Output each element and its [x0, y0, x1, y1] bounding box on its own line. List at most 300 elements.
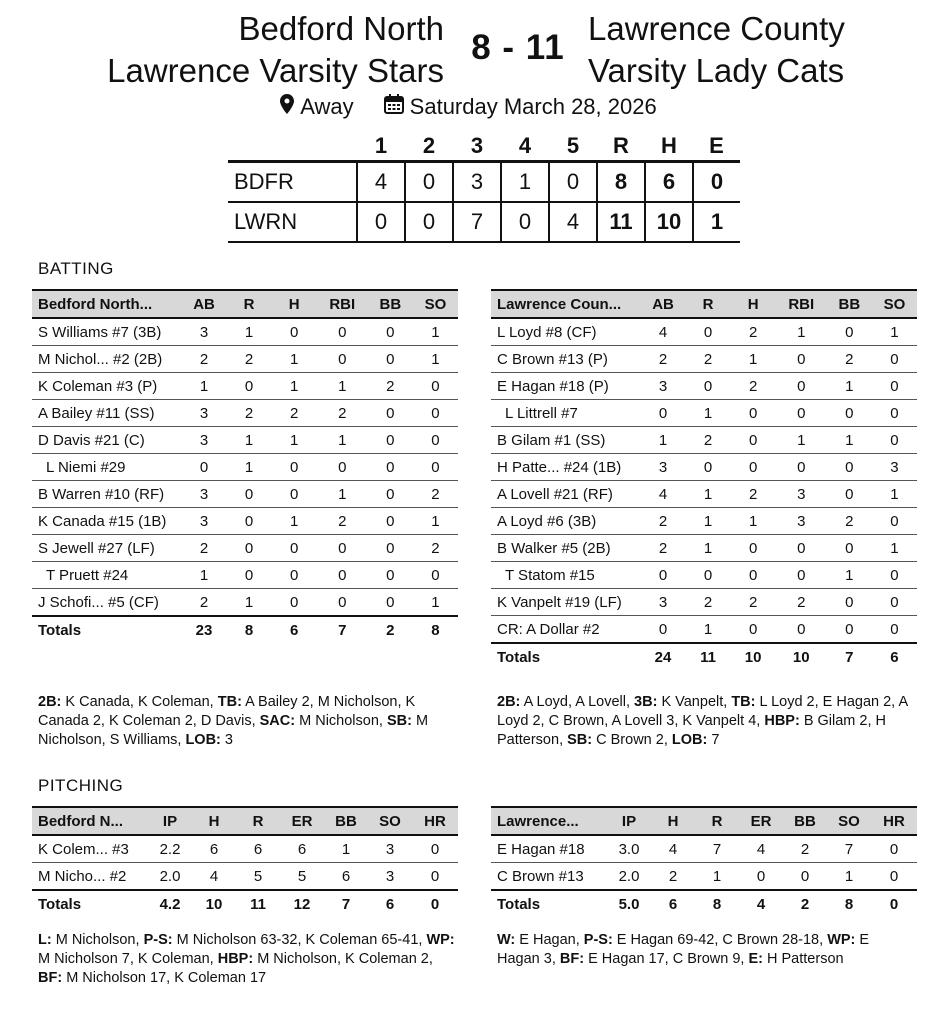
pitching-notes-home	[38, 931, 458, 988]
stat-cell: 6	[324, 863, 368, 891]
stat-cell: 0	[827, 400, 872, 427]
pitching-table-home	[32, 806, 458, 917]
batting-notes-home	[38, 693, 463, 750]
note-text: M Nicholson 17, K Coleman 17	[62, 970, 267, 986]
game-location: Away	[300, 94, 354, 119]
stat-cell: 2.2	[148, 835, 192, 863]
inning-score: 0	[357, 202, 405, 242]
team-column-header: Bedford North...	[32, 290, 182, 318]
stat-cell: 0	[872, 589, 917, 616]
stat-cell: 1	[227, 318, 272, 346]
stat-cell: 0	[731, 427, 776, 454]
stat-column-header: R	[236, 807, 280, 835]
stat-cell: 0	[317, 346, 368, 373]
stat-cell: 0	[272, 454, 317, 481]
player-row	[491, 616, 917, 644]
stat-cell: 1	[686, 535, 731, 562]
stat-cell: 4	[641, 481, 686, 508]
stat-cell: 1	[686, 400, 731, 427]
note-text: E Hagan 17, C Brown 9,	[584, 951, 749, 967]
total-runs: 11	[597, 202, 645, 242]
game-date: Saturday March 28, 2026	[409, 94, 657, 119]
note-text: H Patterson	[762, 951, 844, 967]
player-name: S Williams #7 (3B)	[32, 318, 182, 346]
stat-cell: 0	[272, 589, 317, 617]
stat-cell: 0	[368, 589, 413, 617]
stat-cell: 1	[272, 373, 317, 400]
stat-cell: 0	[731, 454, 776, 481]
stat-column-header: H	[731, 290, 776, 318]
stat-cell: 0	[641, 616, 686, 644]
away-team-line1: Lawrence County	[588, 10, 845, 47]
player-row	[32, 481, 458, 508]
player-row	[32, 863, 458, 891]
total-cell: 7	[827, 643, 872, 670]
stat-cell: 1	[317, 481, 368, 508]
stat-cell: 0	[731, 400, 776, 427]
stat-cell: 1	[686, 508, 731, 535]
note-text: K Vanpelt,	[657, 694, 732, 710]
player-name: D Davis #21 (C)	[32, 427, 182, 454]
stat-cell: 3	[641, 589, 686, 616]
stat-cell: 2	[776, 589, 827, 616]
stat-cell: 3	[776, 481, 827, 508]
stat-cell: 3	[182, 400, 227, 427]
stat-cell: 3	[368, 863, 412, 891]
stat-cell: 0	[227, 535, 272, 562]
stat-column-header: R	[686, 290, 731, 318]
player-row	[32, 346, 458, 373]
stat-cell: 1	[182, 373, 227, 400]
stat-cell: 0	[641, 400, 686, 427]
stat-column-header: BB	[827, 290, 872, 318]
stat-cell: 0	[368, 535, 413, 562]
note-label: BF:	[38, 970, 63, 986]
player-row	[32, 454, 458, 481]
inning-score: 0	[405, 162, 453, 203]
inning-header: 5	[549, 132, 597, 162]
stat-cell: 2	[731, 373, 776, 400]
stat-cell: 0	[686, 454, 731, 481]
inning-score: 0	[549, 162, 597, 203]
stat-cell: 1	[413, 346, 458, 373]
home-team-line2: Lawrence Varsity Stars	[107, 52, 444, 89]
stat-cell: 0	[731, 562, 776, 589]
note-text: E Hagan,	[515, 932, 584, 948]
stat-cell: 4	[651, 835, 695, 863]
stat-cell: 1	[686, 616, 731, 644]
note-label: LOB:	[185, 732, 221, 748]
inning-header: 4	[501, 132, 549, 162]
stat-column-header: HR	[412, 807, 458, 835]
player-row	[32, 318, 458, 346]
stat-cell: 3	[182, 427, 227, 454]
stat-cell: 0	[776, 616, 827, 644]
stat-cell: 0	[731, 535, 776, 562]
player-row	[491, 400, 917, 427]
note-label: LOB:	[671, 732, 708, 748]
pitching-notes-away	[497, 931, 902, 969]
player-name: A Loyd #6 (3B)	[491, 508, 641, 535]
note-text: C Brown 2,	[592, 732, 672, 748]
total-hits: 6	[645, 162, 693, 203]
stat-cell: 2	[641, 346, 686, 373]
stat-cell: 0	[872, 616, 917, 644]
total-cell: 6	[651, 890, 695, 917]
total-cell: 4.2	[148, 890, 192, 917]
stat-cell: 0	[368, 427, 413, 454]
player-name: A Lovell #21 (RF)	[491, 481, 641, 508]
player-name: C Brown #13 (P)	[491, 346, 641, 373]
note-text: M Nicholson,	[51, 932, 144, 948]
note-label: TB:	[731, 694, 756, 710]
player-row	[32, 535, 458, 562]
stat-cell: 1	[413, 589, 458, 617]
stat-cell: 0	[182, 454, 227, 481]
stat-cell: 2	[827, 508, 872, 535]
stat-cell: 2	[641, 535, 686, 562]
stat-cell: 1	[317, 427, 368, 454]
note-text: L Loyd 2, E Hagan 2, A Loyd 2, C Brown, A Lovell 3, K Vanpelt 4,	[497, 694, 908, 729]
table-header-row	[491, 290, 917, 318]
player-name: A Bailey #11 (SS)	[32, 400, 182, 427]
stat-cell: 0	[317, 318, 368, 346]
batting-table-home	[32, 289, 458, 643]
errors-header: E	[693, 132, 740, 162]
stat-cell: 2	[413, 535, 458, 562]
stat-cell: 1	[695, 863, 739, 891]
player-name: K Canada #15 (1B)	[32, 508, 182, 535]
stat-cell: 0	[413, 373, 458, 400]
stat-cell: 3	[776, 508, 827, 535]
stat-cell: 1	[776, 318, 827, 346]
home-team-name	[107, 8, 444, 92]
total-cell: 0	[871, 890, 917, 917]
stat-cell: 0	[272, 318, 317, 346]
stat-column-header: R	[227, 290, 272, 318]
player-name: T Pruett #24	[32, 562, 182, 589]
note-text: A Loyd, A Lovell,	[520, 694, 635, 710]
team-column-header: Lawrence Coun...	[491, 290, 641, 318]
totals-label: Totals	[32, 616, 182, 643]
stat-cell: 3	[872, 454, 917, 481]
note-text: M Nicholson 7, K Coleman,	[38, 951, 218, 967]
stat-cell: 2	[182, 346, 227, 373]
player-row	[491, 562, 917, 589]
stat-cell: 0	[776, 454, 827, 481]
player-name: B Warren #10 (RF)	[32, 481, 182, 508]
note-label: TB:	[217, 694, 242, 710]
table-header-row	[32, 290, 458, 318]
stat-cell: 1	[827, 562, 872, 589]
team-column-header: Bedford N...	[32, 807, 148, 835]
stat-cell: 3	[641, 373, 686, 400]
stat-cell: 5	[236, 863, 280, 891]
note-text: B Gilam 2, H Patterson,	[497, 713, 887, 748]
total-errors: 0	[693, 162, 740, 203]
stat-cell: 2	[182, 589, 227, 617]
total-cell: 8	[413, 616, 458, 643]
stat-cell: 0	[776, 562, 827, 589]
stat-cell: 2	[731, 318, 776, 346]
stat-column-header: SO	[413, 290, 458, 318]
total-cell: 12	[280, 890, 324, 917]
stat-cell: 1	[227, 454, 272, 481]
stat-cell: 0	[368, 481, 413, 508]
note-label: E:	[748, 951, 763, 967]
player-name: E Hagan #18	[491, 835, 607, 863]
stat-column-header: BB	[324, 807, 368, 835]
stat-column-header: R	[695, 807, 739, 835]
stat-cell: 1	[827, 373, 872, 400]
total-cell: 2	[368, 616, 413, 643]
total-cell: 4	[739, 890, 783, 917]
stat-cell: 4	[641, 318, 686, 346]
stat-cell: 0	[827, 318, 872, 346]
stat-cell: 4	[739, 835, 783, 863]
stat-cell: 0	[872, 373, 917, 400]
stat-cell: 7	[695, 835, 739, 863]
totals-row	[491, 643, 917, 670]
stat-column-header: RBI	[776, 290, 827, 318]
stat-cell: 2	[227, 346, 272, 373]
player-name: E Hagan #18 (P)	[491, 373, 641, 400]
note-label: HBP:	[764, 713, 800, 729]
stat-cell: 2.0	[148, 863, 192, 891]
inning-score: 0	[501, 202, 549, 242]
stat-cell: 0	[827, 589, 872, 616]
total-cell: 6	[368, 890, 412, 917]
table-header-row	[491, 807, 917, 835]
stat-cell: 0	[872, 508, 917, 535]
stat-cell: 0	[317, 535, 368, 562]
pitching-section-title: PITCHING	[38, 776, 124, 795]
stat-cell: 0	[872, 427, 917, 454]
stat-cell: 6	[236, 835, 280, 863]
note-label: BF:	[559, 951, 585, 967]
stat-cell: 0	[317, 589, 368, 617]
stat-cell: 1	[641, 427, 686, 454]
player-name: CR: A Dollar #2	[491, 616, 641, 644]
stat-cell: 0	[272, 562, 317, 589]
stat-cell: 0	[368, 346, 413, 373]
linescore-row	[228, 162, 740, 203]
total-cell: 5.0	[607, 890, 651, 917]
player-name: B Gilam #1 (SS)	[491, 427, 641, 454]
total-cell: 24	[641, 643, 686, 670]
stat-cell: 3	[182, 508, 227, 535]
note-text: 7	[707, 732, 720, 748]
stat-cell: 0	[776, 400, 827, 427]
stat-cell: 1	[272, 346, 317, 373]
stat-cell: 0	[827, 481, 872, 508]
inning-score: 1	[501, 162, 549, 203]
final-score: 8 - 11	[471, 28, 565, 67]
note-text: M Nicholson, S Williams,	[38, 713, 429, 748]
stat-cell: 2	[731, 589, 776, 616]
inning-header: 3	[453, 132, 501, 162]
stat-cell: 0	[413, 454, 458, 481]
totals-label: Totals	[491, 643, 641, 670]
player-name: L Niemi #29	[32, 454, 182, 481]
batting-section-title: BATTING	[38, 259, 114, 278]
player-name: L Littrell #7	[491, 400, 641, 427]
total-cell: 2	[783, 890, 827, 917]
away-team-line2: Varsity Lady Cats	[588, 52, 845, 89]
stat-cell: 1	[872, 535, 917, 562]
stat-cell: 1	[227, 589, 272, 617]
stat-cell: 2	[227, 400, 272, 427]
stat-cell: 2	[731, 481, 776, 508]
stat-cell: 0	[272, 535, 317, 562]
player-row	[491, 863, 917, 891]
player-row	[491, 508, 917, 535]
stat-cell: 0	[413, 400, 458, 427]
stat-cell: 0	[872, 400, 917, 427]
totals-row	[32, 616, 458, 643]
stat-cell: 1	[872, 481, 917, 508]
player-name: S Jewell #27 (LF)	[32, 535, 182, 562]
player-row	[491, 373, 917, 400]
total-errors: 1	[693, 202, 740, 242]
inning-score: 3	[453, 162, 501, 203]
player-name: B Walker #5 (2B)	[491, 535, 641, 562]
stat-cell: 1	[227, 427, 272, 454]
stat-cell: 0	[686, 373, 731, 400]
player-row	[32, 835, 458, 863]
linescore-team: BDFR	[228, 162, 357, 203]
note-label: 3B:	[634, 694, 658, 710]
note-text: M Nicholson,	[295, 713, 387, 729]
player-row	[491, 589, 917, 616]
total-hits: 10	[645, 202, 693, 242]
stat-cell: 2	[641, 508, 686, 535]
game-meta	[0, 94, 937, 120]
stat-cell: 0	[368, 400, 413, 427]
note-label: HBP:	[217, 951, 254, 967]
stat-column-header: SO	[368, 807, 412, 835]
player-name: L Loyd #8 (CF)	[491, 318, 641, 346]
stat-cell: 1	[776, 427, 827, 454]
player-name: K Vanpelt #19 (LF)	[491, 589, 641, 616]
team-column-header: Lawrence...	[491, 807, 607, 835]
stat-column-header: H	[192, 807, 236, 835]
note-label: SAC:	[259, 713, 296, 729]
total-cell: 8	[695, 890, 739, 917]
stat-column-header: BB	[368, 290, 413, 318]
stat-cell: 2	[317, 400, 368, 427]
totals-label: Totals	[32, 890, 148, 917]
total-cell: 11	[236, 890, 280, 917]
totals-label: Totals	[491, 890, 607, 917]
total-cell: 8	[827, 890, 871, 917]
stat-cell: 2	[651, 863, 695, 891]
stat-cell: 1	[827, 863, 871, 891]
player-row	[491, 346, 917, 373]
stat-cell: 1	[272, 427, 317, 454]
stat-cell: 0	[227, 373, 272, 400]
total-cell: 23	[182, 616, 227, 643]
pitching-table-away	[491, 806, 917, 917]
player-row	[32, 508, 458, 535]
stat-column-header: BB	[783, 807, 827, 835]
stat-cell: 0	[731, 616, 776, 644]
stat-cell: 1	[413, 508, 458, 535]
stat-cell: 3	[368, 835, 412, 863]
stat-cell: 0	[872, 562, 917, 589]
inning-score: 4	[549, 202, 597, 242]
stat-cell: 0	[872, 346, 917, 373]
totals-row	[491, 890, 917, 917]
note-text: E Hagan 3,	[497, 932, 870, 967]
stat-column-header: ER	[280, 807, 324, 835]
stat-column-header: ER	[739, 807, 783, 835]
stat-cell: 1	[827, 427, 872, 454]
total-cell: 11	[686, 643, 731, 670]
total-cell: 8	[227, 616, 272, 643]
player-row	[491, 427, 917, 454]
inning-header: 2	[405, 132, 453, 162]
player-row	[32, 589, 458, 617]
stat-column-header: SO	[872, 290, 917, 318]
total-cell: 10	[776, 643, 827, 670]
stat-cell: 0	[412, 835, 458, 863]
stat-cell: 2	[686, 346, 731, 373]
stat-cell: 0	[827, 616, 872, 644]
batting-table-away	[491, 289, 917, 670]
note-text: 3	[220, 732, 233, 748]
linescore-table	[228, 132, 740, 243]
stat-cell: 1	[686, 481, 731, 508]
stat-cell: 0	[413, 427, 458, 454]
inning-score: 4	[357, 162, 405, 203]
stat-cell: 2	[686, 427, 731, 454]
away-team-name	[588, 8, 845, 92]
note-text: M Nicholson, K Coleman 2,	[253, 951, 433, 967]
stat-cell: 0	[413, 562, 458, 589]
stat-cell: 5	[280, 863, 324, 891]
total-cell: 7	[317, 616, 368, 643]
stat-cell: 1	[317, 373, 368, 400]
player-name: H Patte... #24 (1B)	[491, 454, 641, 481]
table-header-row	[32, 807, 458, 835]
stat-cell: 0	[368, 454, 413, 481]
player-name: K Colem... #3	[32, 835, 148, 863]
calendar-icon	[384, 94, 404, 120]
stat-cell: 1	[731, 508, 776, 535]
stat-cell: 2.0	[607, 863, 651, 891]
stat-column-header: SO	[827, 807, 871, 835]
total-cell: 10	[731, 643, 776, 670]
inning-header: 1	[357, 132, 405, 162]
player-row	[491, 481, 917, 508]
note-text: E Hagan 69-42, C Brown 28-18,	[612, 932, 828, 948]
stat-cell: 0	[783, 863, 827, 891]
total-cell: 0	[412, 890, 458, 917]
home-team-line1: Bedford North	[238, 10, 444, 47]
stat-cell: 0	[641, 562, 686, 589]
note-text: A Bailey 2, M Nicholson, K Canada 2, K Coleman 2, D Davis,	[38, 694, 416, 729]
note-label: L:	[38, 932, 52, 948]
stat-cell: 0	[827, 535, 872, 562]
stat-cell: 0	[368, 562, 413, 589]
runs-header: R	[597, 132, 645, 162]
linescore-row	[228, 202, 740, 242]
stat-cell: 1	[272, 508, 317, 535]
stat-cell: 0	[227, 481, 272, 508]
stat-cell: 0	[776, 373, 827, 400]
stat-cell: 0	[686, 318, 731, 346]
